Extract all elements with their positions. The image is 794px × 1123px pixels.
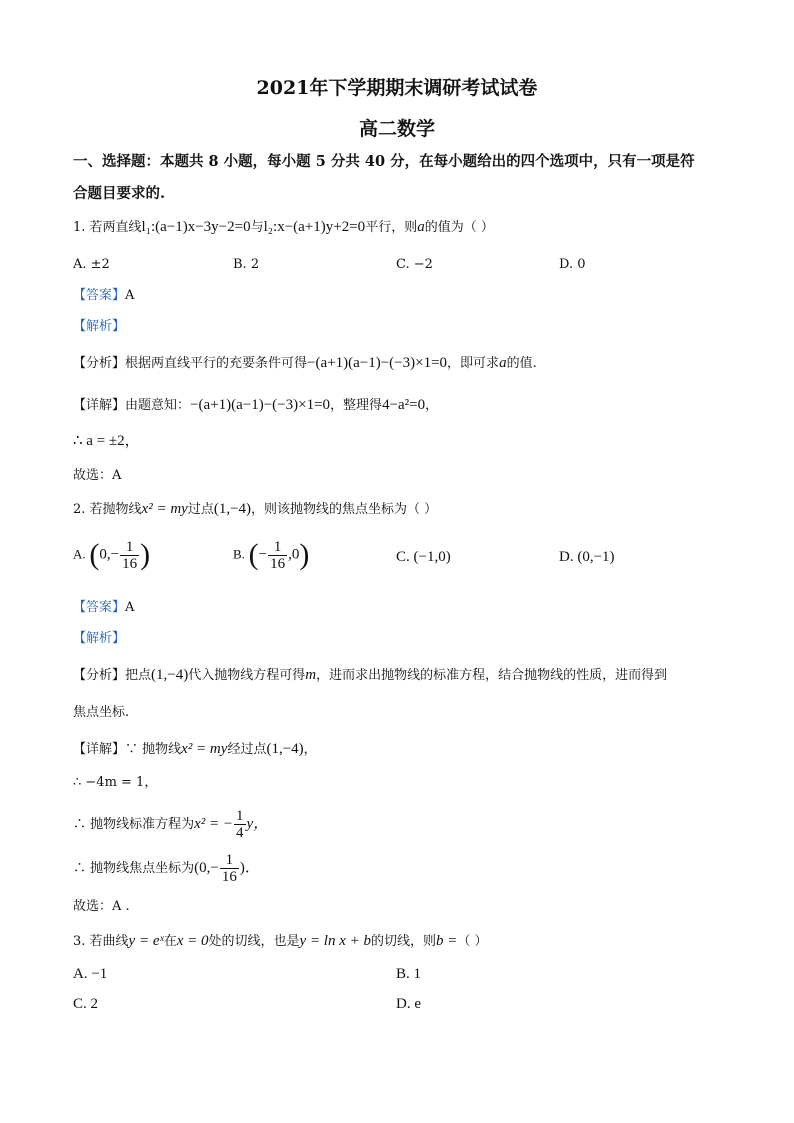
q1-detail-c: ， bbox=[425, 398, 439, 413]
q2-option-c: C. (−1,0) bbox=[396, 549, 451, 565]
q2-detail-c: ， bbox=[303, 742, 317, 757]
q1-choose: 故选：A bbox=[73, 468, 122, 483]
q2-detail bbox=[73, 739, 317, 760]
q2-fenxi-c: ，进而求出抛物线的标准方程，结合抛物线的性质，进而得到 bbox=[316, 668, 668, 683]
q2-step2-den: 4 bbox=[236, 825, 244, 841]
q2-stem-c: ，则该抛物线的焦点坐标为（ ） bbox=[251, 502, 438, 517]
q1-fenxi-var: a bbox=[499, 355, 507, 371]
q1-stem-d: 的值为（ ） bbox=[424, 220, 494, 235]
q2-fenxi-line2: 焦点坐标. bbox=[73, 705, 130, 720]
q3-stem-e: （ ） bbox=[457, 934, 488, 949]
q1-fenxi-b: ，即可求 bbox=[447, 356, 500, 371]
q3-stem-d: 的切线，则 bbox=[371, 934, 437, 949]
q3-option-c: C. 2 bbox=[73, 996, 99, 1012]
q3-option-d: D. e bbox=[396, 996, 421, 1012]
section-heading-line1: 一、选择题：本题共 8 小题，每小题 5 分共 40 分，在每小题给出的四个选项中，只有一项是符 bbox=[73, 153, 695, 170]
q2-answer bbox=[73, 598, 134, 618]
q2-option-a-num: 1 bbox=[120, 539, 139, 556]
q3-stem-b: 在 bbox=[163, 934, 177, 949]
q2-step2-eq: x² = − bbox=[194, 816, 234, 832]
q2-option-b-label: B. bbox=[233, 546, 245, 562]
q2-answer-tag: 【答案】 bbox=[73, 600, 126, 615]
q1-var: a bbox=[417, 219, 425, 235]
q1-option-d: D. 0 bbox=[559, 257, 586, 272]
q2-step3-post: )． bbox=[239, 860, 260, 876]
q2-fenxi-tag: 【分析】 bbox=[73, 668, 126, 683]
q2-stem-a: 2. 若抛物线 bbox=[73, 502, 142, 517]
q1-stem-b: 与 bbox=[250, 220, 264, 235]
q1-analysis-tag: 【解析】 bbox=[73, 319, 126, 334]
q1-eq2: l₂:x−(a+1)y+2=0 bbox=[263, 219, 366, 235]
q3-eq4: b = bbox=[436, 933, 458, 949]
q2-detail-b: 经过点 bbox=[227, 742, 267, 757]
q3-stem-c: 处的切线，也是 bbox=[208, 934, 300, 949]
q2-option-d: D. (0,−1) bbox=[559, 549, 615, 565]
q2-step2-b: y， bbox=[246, 816, 269, 832]
q1-option-b: B. 2 bbox=[233, 257, 260, 272]
q2-step3-pre: (0,− bbox=[194, 860, 219, 876]
q2-detail-a: ∵ 抛物线 bbox=[125, 742, 182, 757]
q1-option-c: C. −2 bbox=[396, 257, 433, 272]
q1-detail-b: ，整理得 bbox=[330, 398, 383, 413]
q1-detail-eq1: −(a+1)(a−1)−(−3)×1=0 bbox=[190, 397, 331, 413]
q1-fenxi-a: 根据两直线平行的充要条件可得 bbox=[125, 356, 308, 371]
q1-fenxi-c: 的值. bbox=[506, 356, 537, 371]
q2-option-a-label: A. bbox=[73, 546, 86, 562]
q1-stem-c: 平行，则 bbox=[365, 220, 418, 235]
q1-detail bbox=[73, 395, 438, 416]
q2-detail-eq: x² = my bbox=[181, 741, 228, 757]
q2-option-b-num: 1 bbox=[268, 539, 287, 556]
q2-step2 bbox=[73, 808, 268, 841]
q2-option-b-den: 16 bbox=[270, 555, 286, 572]
q2-choose: 故选：A . bbox=[73, 899, 130, 914]
q2-eq: x² = my bbox=[141, 501, 188, 517]
q1-stem-a: 1. 若两直线 bbox=[73, 220, 142, 235]
q1-eq1: l₁:(a−1)x−3y−2=0 bbox=[141, 219, 251, 235]
q3-stem bbox=[73, 931, 488, 952]
q1-answer-tag: 【答案】 bbox=[73, 288, 126, 303]
q1-stem bbox=[73, 217, 494, 238]
q2-stem-b: 过点 bbox=[187, 502, 214, 517]
q1-option-a: A. ±2 bbox=[73, 257, 110, 272]
q2-step3 bbox=[73, 852, 260, 885]
q2-option-b-post: ,0 bbox=[288, 546, 300, 563]
q2-option-a-pre: 0,− bbox=[99, 546, 120, 563]
q3-option-b: B. 1 bbox=[396, 966, 422, 982]
q2-step2-num: 1 bbox=[236, 808, 244, 824]
q3-option-a: A. −1 bbox=[73, 966, 108, 982]
q1-fenxi-eq: −(a+1)(a−1)−(−3)×1=0 bbox=[307, 355, 448, 371]
q2-option-b-pre: − bbox=[258, 546, 268, 563]
q3-eq1: y = eˣ bbox=[128, 933, 164, 949]
q2-step1: ∴ −4m = 1， bbox=[73, 775, 158, 790]
q2-answer-value: A bbox=[125, 600, 135, 615]
q2-option-a-den: 16 bbox=[122, 555, 138, 572]
q1-fenxi-tag: 【分析】 bbox=[73, 356, 126, 371]
q2-fenxi-m: m bbox=[305, 667, 317, 683]
q2-step3-den: 16 bbox=[221, 869, 237, 885]
q3-stem-a: 3. 若曲线 bbox=[73, 934, 129, 949]
q2-step3-a: ∴ 抛物线焦点坐标为 bbox=[73, 861, 195, 876]
q2-step2-a: ∴ 抛物线标准方程为 bbox=[73, 817, 195, 832]
q2-step3-num: 1 bbox=[220, 852, 239, 869]
q2-fenxi-point: (1,−4) bbox=[151, 667, 189, 683]
q3-eq3: y = ln x + b bbox=[299, 933, 372, 949]
q1-detail-a: 由题意知： bbox=[125, 398, 191, 413]
q1-therefore: ∴ a = ±2， bbox=[73, 433, 140, 449]
q2-fenxi-a: 把点 bbox=[125, 668, 152, 683]
q2-detail-tag: 【详解】 bbox=[73, 742, 126, 757]
q2-detail-point: (1,−4) bbox=[266, 741, 304, 757]
q2-fenxi bbox=[73, 665, 667, 686]
section-heading-line2: 合题目要求的. bbox=[73, 185, 166, 202]
q1-answer-value: A bbox=[125, 288, 135, 303]
q2-option-b: B. (− $\frac{1}{16}$ ,0) bbox=[233, 538, 310, 572]
document-subtitle: 高二数学 bbox=[358, 118, 435, 140]
document-title: 2021年下学期期末调研考试试卷 bbox=[256, 77, 538, 99]
q2-point: (1,−4) bbox=[213, 501, 252, 517]
q3-eq2: x = 0 bbox=[176, 933, 209, 949]
q1-detail-tag: 【详解】 bbox=[73, 398, 126, 413]
q1-answer bbox=[73, 286, 134, 306]
q2-analysis-tag: 【解析】 bbox=[73, 631, 126, 646]
q2-stem bbox=[73, 499, 437, 520]
q1-detail-eq2: 4−a²=0 bbox=[382, 397, 426, 413]
q2-option-a: A. (0,− $\frac{1}{16}$ ) bbox=[73, 538, 151, 572]
q2-fenxi-b: 代入抛物线方程可得 bbox=[188, 668, 306, 683]
q1-fenxi bbox=[73, 353, 537, 374]
